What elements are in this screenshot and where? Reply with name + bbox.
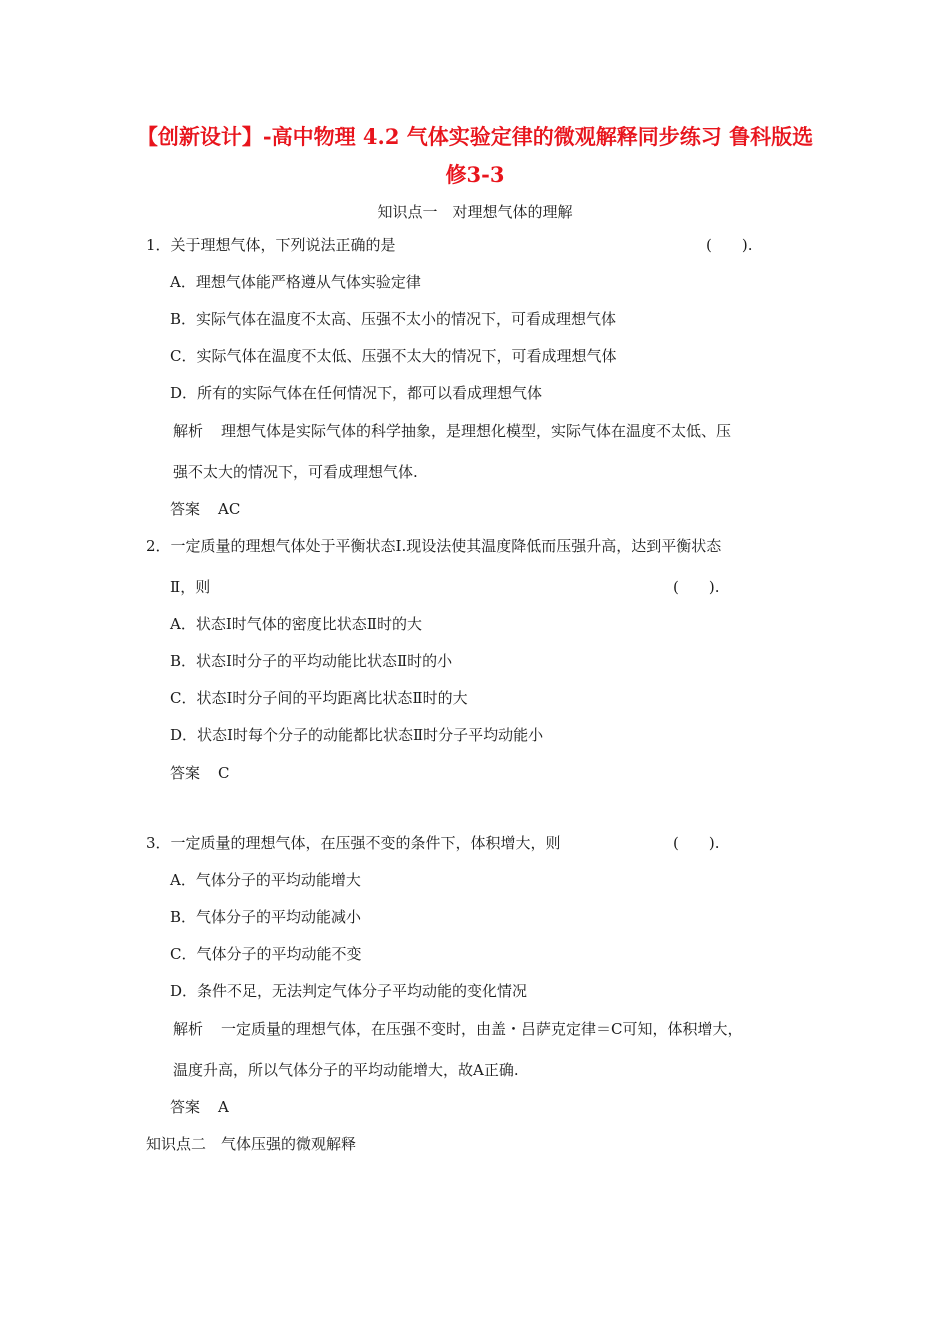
q3-option-c: C．气体分子的平均动能不变	[170, 945, 362, 963]
q1-analysis-text-1: 理想气体是实际气体的科学抽象，是理想化模型，实际气体在温度不太低、压	[221, 422, 732, 440]
q3-answer-paren: ( ).	[673, 834, 720, 852]
q2-option-a: A．状态Ⅰ时气体的密度比状态Ⅱ时的大	[170, 615, 422, 633]
q3-option-a: A．气体分子的平均动能增大	[170, 871, 361, 889]
q2-option-d: D．状态Ⅰ时每个分子的动能都比状态Ⅱ时分子平均动能小	[170, 726, 544, 744]
q2-stem-line-1: 2．一定质量的理想气体处于平衡状态Ⅰ.现设法使其温度降低而压强升高，达到平衡状态	[146, 537, 722, 555]
q3-option-b: B．气体分子的平均动能减小	[170, 908, 362, 926]
q1-option-b: B．实际气体在温度不太高、压强不太小的情况下，可看成理想气体	[170, 310, 617, 328]
q1-analysis-line-2: 强不太大的情况下，可看成理想气体.	[173, 463, 418, 481]
q3-answer-value: A	[218, 1098, 229, 1116]
q2-option-b: B．状态Ⅰ时分子的平均动能比状态Ⅱ时的小	[170, 652, 453, 670]
q2-stem-line-2: Ⅱ，则	[170, 578, 211, 596]
q1-stem: 1．关于理想气体，下列说法正确的是	[146, 236, 396, 254]
q2-answer-label: 答案	[170, 764, 201, 782]
q2-option-c: C．状态Ⅰ时分子间的平均距离比状态Ⅱ时的大	[170, 689, 468, 707]
q3-stem: 3．一定质量的理想气体，在压强不变的条件下，体积增大，则	[146, 834, 561, 852]
section-heading-2: 知识点二 气体压强的微观解释	[146, 1135, 357, 1153]
q3-answer-line	[170, 1096, 229, 1118]
q1-answer-label: 答案	[170, 500, 201, 518]
q3-analysis-label: 解析	[173, 1020, 204, 1038]
q3-option-d: D．条件不足，无法判定气体分子平均动能的变化情况	[170, 982, 528, 1000]
q2-answer-line	[170, 762, 230, 784]
document-title: 【创新设计】-高中物理 4.2 气体实验定律的微观解释同步练习 鲁科版选修3-3	[136, 124, 814, 187]
q3-answer-label: 答案	[170, 1098, 201, 1116]
q1-analysis-line-1	[173, 420, 731, 442]
q1-option-d: D．所有的实际气体在任何情况下，都可以看成理想气体	[170, 384, 543, 402]
q1-answer-line	[170, 498, 240, 520]
q1-answer-paren: ( ).	[706, 236, 753, 254]
q2-answer-value: C	[218, 764, 230, 782]
q3-analysis-line-2: 温度升高，所以气体分子的平均动能增大，故A正确.	[173, 1061, 519, 1079]
q1-option-c: C．实际气体在温度不太低、压强不太大的情况下，可看成理想气体	[170, 347, 617, 365]
q3-analysis-line-1	[173, 1018, 743, 1040]
q3-analysis-text-1: 一定质量的理想气体，在压强不变时，由盖・吕萨克定律＝C可知，体积增大，	[221, 1020, 743, 1038]
section-heading-1: 知识点一 对理想气体的理解	[377, 203, 573, 221]
q2-answer-paren: ( ).	[673, 578, 720, 596]
q1-analysis-label: 解析	[173, 422, 204, 440]
q1-option-a: A．理想气体能严格遵从气体实验定律	[170, 273, 421, 291]
q1-answer-value: AC	[218, 500, 241, 518]
